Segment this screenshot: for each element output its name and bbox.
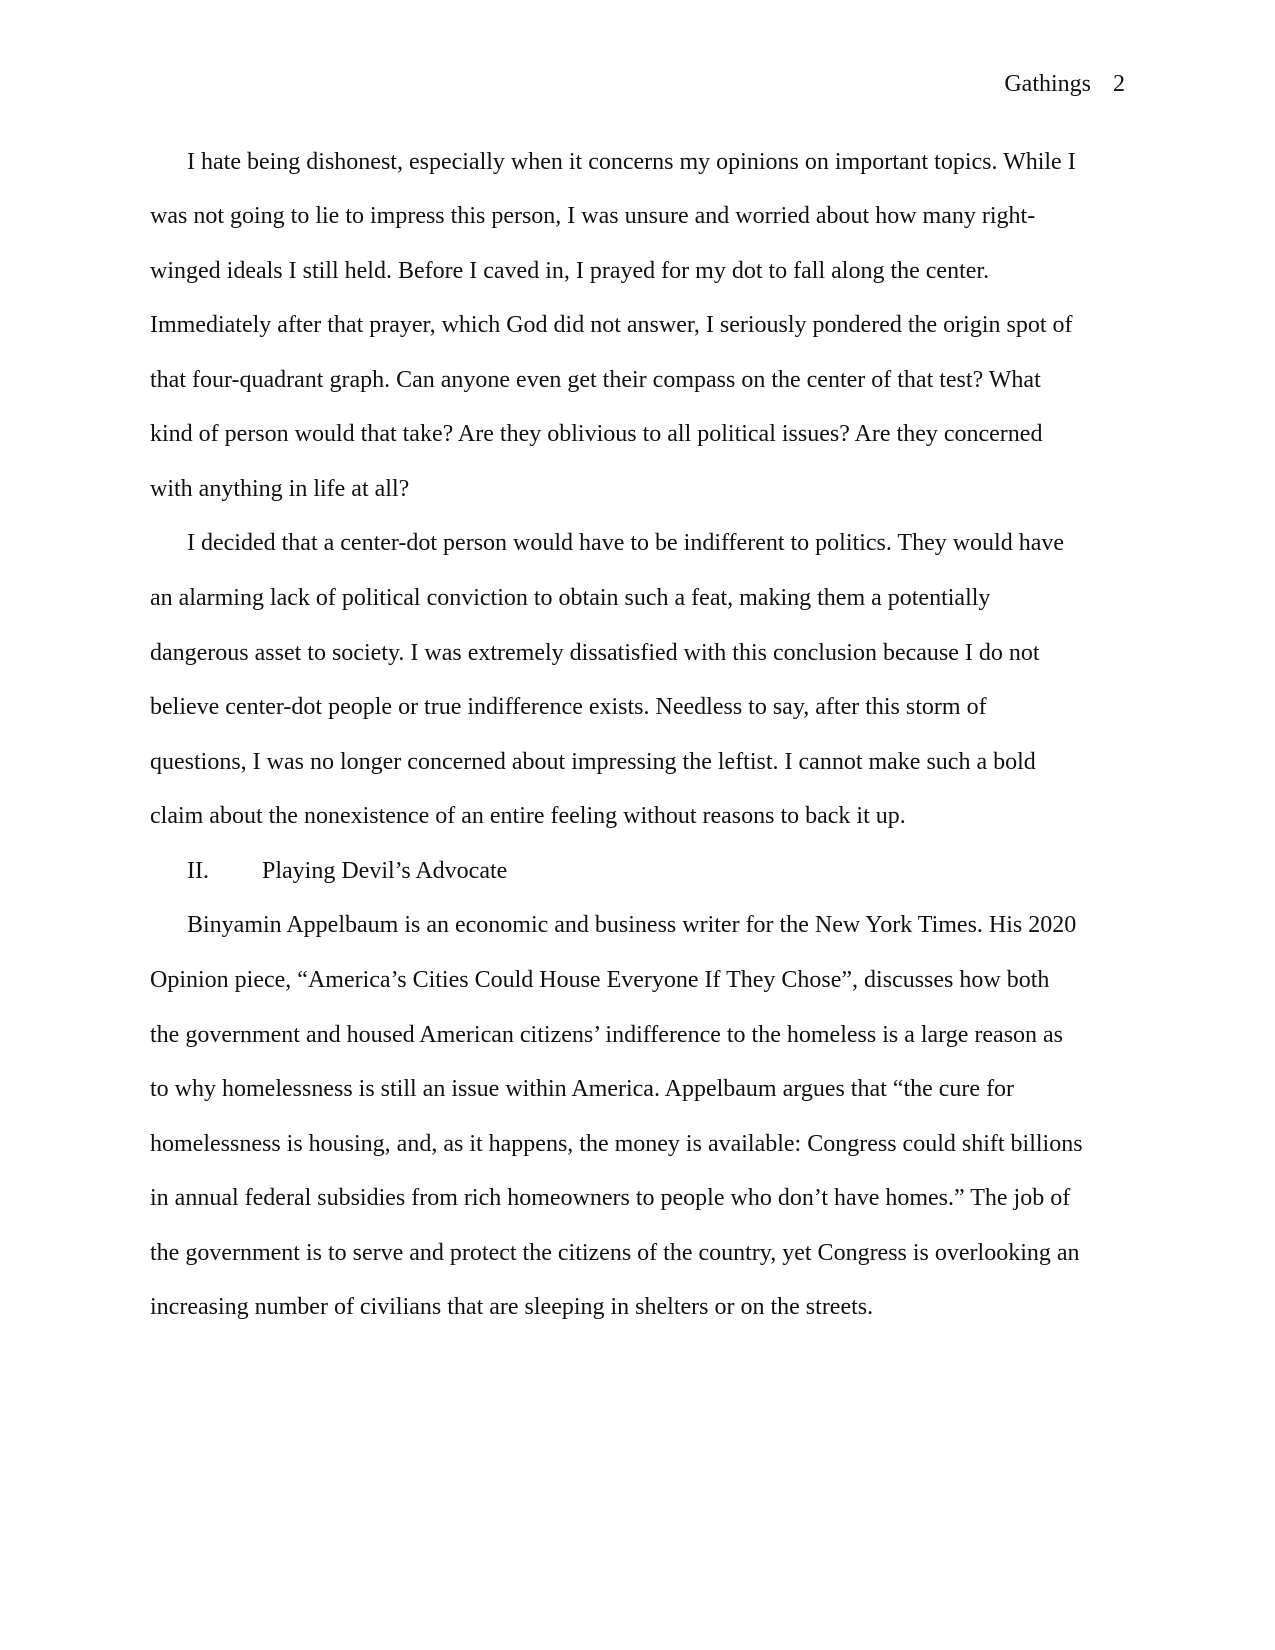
paragraph-1-line: Immediately after that prayer, which God did not answer, I seriously pondered the origin spot of: [150, 312, 1073, 338]
section-title: Playing Devil’s Advocate: [262, 858, 508, 884]
paragraph-2-line: claim about the nonexistence of an entire feeling without reasons to back it up.: [150, 803, 906, 829]
paragraph-1-line: kind of person would that take? Are they oblivious to all political issues? Are they concerned: [150, 421, 1043, 447]
paragraph-3-line: increasing number of civilians that are sleeping in shelters or on the streets.: [150, 1294, 874, 1320]
paragraph-2-line: questions, I was no longer concerned about impressing the leftist. I cannot make such a bold: [150, 749, 1036, 775]
section-number: II.: [187, 858, 209, 884]
paragraph-1-line: with anything in life at all?: [150, 476, 410, 502]
paragraph-1-line: winged ideals I still held. Before I caved in, I prayed for my dot to fall along the center.: [150, 258, 990, 284]
paragraph-3-line: Opinion piece, “America’s Cities Could House Everyone If They Chose”, discusses how both: [150, 967, 1050, 993]
page-number: 2: [1113, 71, 1125, 97]
paragraph-1-line: was not going to lie to impress this person, I was unsure and worried about how many right-: [150, 203, 1036, 229]
paragraph-1-line: that four-quadrant graph. Can anyone even get their compass on the center of that test? What: [150, 367, 1041, 393]
paragraph-2-line: dangerous asset to society. I was extremely dissatisfied with this conclusion because I do not: [150, 640, 1040, 666]
paragraph-3-line: to why homelessness is still an issue within America. Appelbaum argues that “the cure for: [150, 1076, 1015, 1102]
paragraph-2-line: believe center-dot people or true indifference exists. Needless to say, after this storm of: [150, 694, 987, 720]
paragraph-3-line: the government and housed American citizens’ indifference to the homeless is a large reason as: [150, 1022, 1064, 1048]
paragraph-1-line: I hate being dishonest, especially when it concerns my opinions on important topics. While I: [187, 149, 1076, 175]
paragraph-3-line: in annual federal subsidies from rich homeowners to people who don’t have homes.” The job of: [150, 1185, 1071, 1211]
paragraph-2-line: I decided that a center-dot person would have to be indifferent to politics. They would have: [187, 530, 1065, 556]
paragraph-3-line: homelessness is housing, and, as it happens, the money is available: Congress could shift billions: [150, 1131, 1083, 1157]
author-surname: Gathings: [1004, 71, 1091, 97]
paragraph-3-line: the government is to serve and protect the citizens of the country, yet Congress is overlooking an: [150, 1240, 1080, 1266]
paragraph-3-line: Binyamin Appelbaum is an economic and business writer for the New York Times. His 2020: [187, 912, 1077, 938]
page-header: [1004, 68, 1125, 100]
paragraph-2-line: an alarming lack of political conviction to obtain such a feat, making them a potentially: [150, 585, 991, 611]
